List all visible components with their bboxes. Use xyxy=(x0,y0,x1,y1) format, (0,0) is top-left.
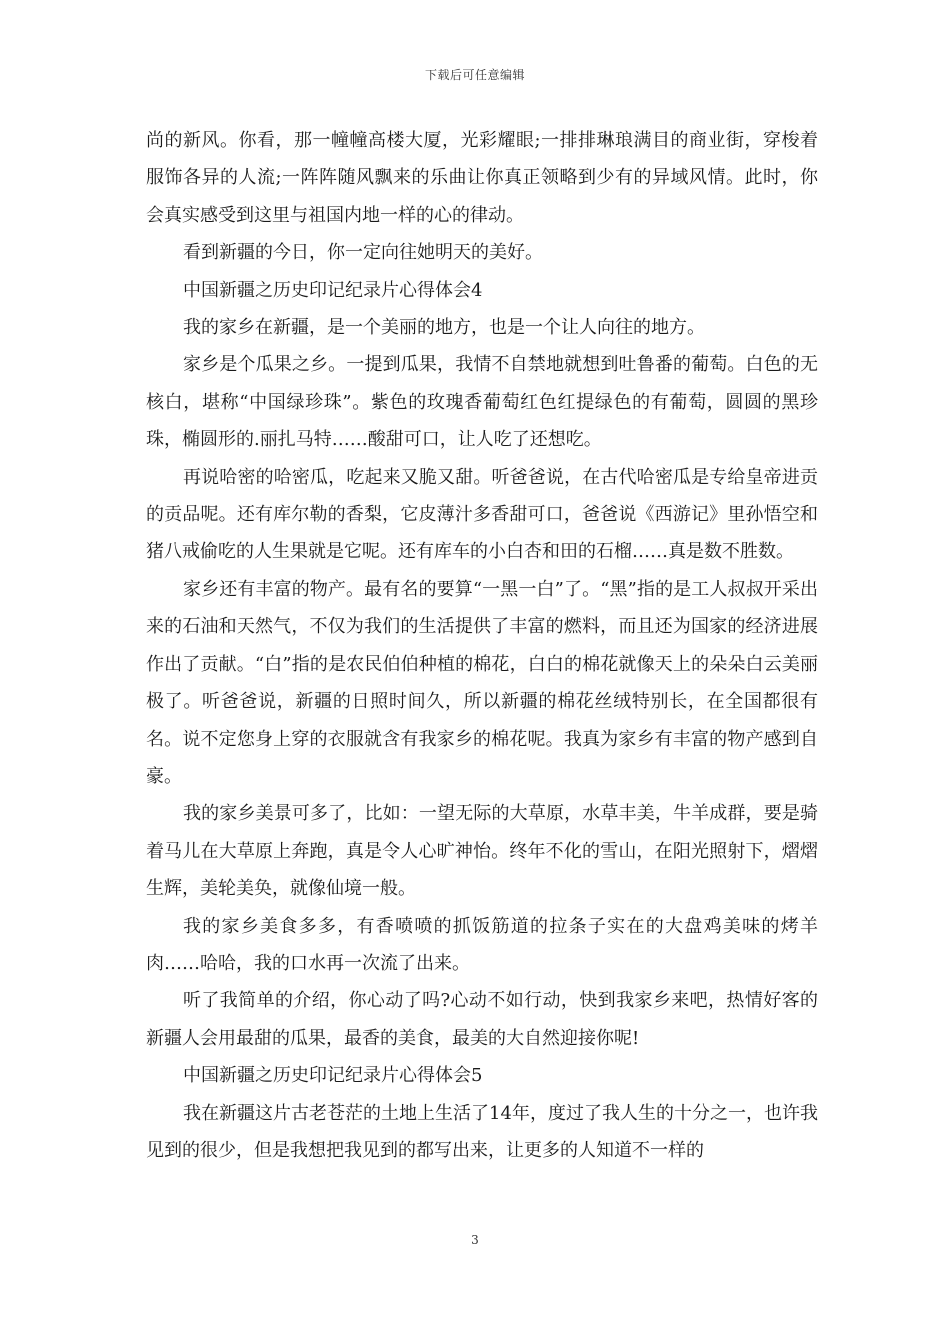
section-heading: 中国新疆之历史印记纪录片心得体会5 xyxy=(183,1065,483,1087)
body-paragraph: 我在新疆这片古老苍茫的土地上生活了14年，度过了我人生的十分之一，也许我见到的很少，但是我想把我见到的都写出来，让更多的人知道不一样的 xyxy=(146,1102,818,1161)
page-header: 下载后可任意编辑 xyxy=(424,68,525,82)
body-paragraph: 尚的新风。你看，那一幢幢高楼大厦，光彩耀眼;一排排琳琅满目的商业街，穿梭着服饰各异的人流;一阵阵随风飘来的乐曲让你真正领略到少有的异域风情。此时，你会真实感受到这里与祖国内地一样的心的律动。 xyxy=(146,130,818,226)
body-paragraph: 家乡是个瓜果之乡。一提到瓜果，我情不自禁地就想到吐鲁番的葡萄。白色的无核白，堪称“中国绿珍珠”。紫色的玫瑰香葡萄红色红提绿色的有葡萄，圆圆的黑珍珠，椭圆形的.丽扎马特……酸甜可口，让人吃了还想吃。 xyxy=(146,354,818,451)
body-paragraph: 我的家乡美食多多，有香喷喷的抓饭筋道的拉条子实在的大盘鸡美味的烤羊肉……哈哈，我的口水再一次流了出来。 xyxy=(146,915,818,974)
body-paragraph: 家乡还有丰富的物产。最有名的要算“一黑一白”了。“黑”指的是工人叔叔开采出来的石油和天然气，不仅为我们的生活提供了丰富的燃料，而且还为国家的经济进展作出了贡献。“白”指的是农民伯伯种植的棉花，白白的棉花就像天上的朵朵白云美丽极了。听爸爸说，新疆的日照时间久，所以新疆的棉花丝绒特别长，在全国都很有名。说不定您身上穿的衣服就含有我家乡的棉花呢。我真为家乡有丰富的物产感到自豪。 xyxy=(146,578,818,787)
body-paragraph: 听了我简单的介绍，你心动了吗?心动不如行动，快到我家乡来吧，热情好客的新疆人会用最甜的瓜果，最香的美食，最美的大自然迎接你呢! xyxy=(146,990,818,1049)
body-paragraph: 看到新疆的今日，你一定向往她明天的美好。 xyxy=(183,242,543,264)
body-paragraph: 我的家乡美景可多了，比如：一望无际的大草原，水草丰美，牛羊成群，要是骑着马儿在大草原上奔跑，真是令人心旷神怡。终年不化的雪山，在阳光照射下，熠熠生辉，美轮美奂，就像仙境一般。 xyxy=(146,803,818,900)
document-body xyxy=(146,122,818,1169)
body-paragraph: 我的家乡在新疆，是一个美丽的地方，也是一个让人向往的地方。 xyxy=(183,317,705,339)
body-paragraph: 再说哈密的哈密瓜，吃起来又脆又甜。听爸爸说，在古代哈密瓜是专给皇帝进贡的贡品呢。还有库尔勒的香梨，它皮薄汁多香甜可口，爸爸说《西游记》里孙悟空和猪八戒偷吃的人生果就是它呢。还有库车的小白杏和田的石榴……真是数不胜数。 xyxy=(146,466,818,563)
page-number: 3 xyxy=(471,1233,479,1247)
section-heading: 中国新疆之历史印记纪录片心得体会4 xyxy=(183,279,483,301)
